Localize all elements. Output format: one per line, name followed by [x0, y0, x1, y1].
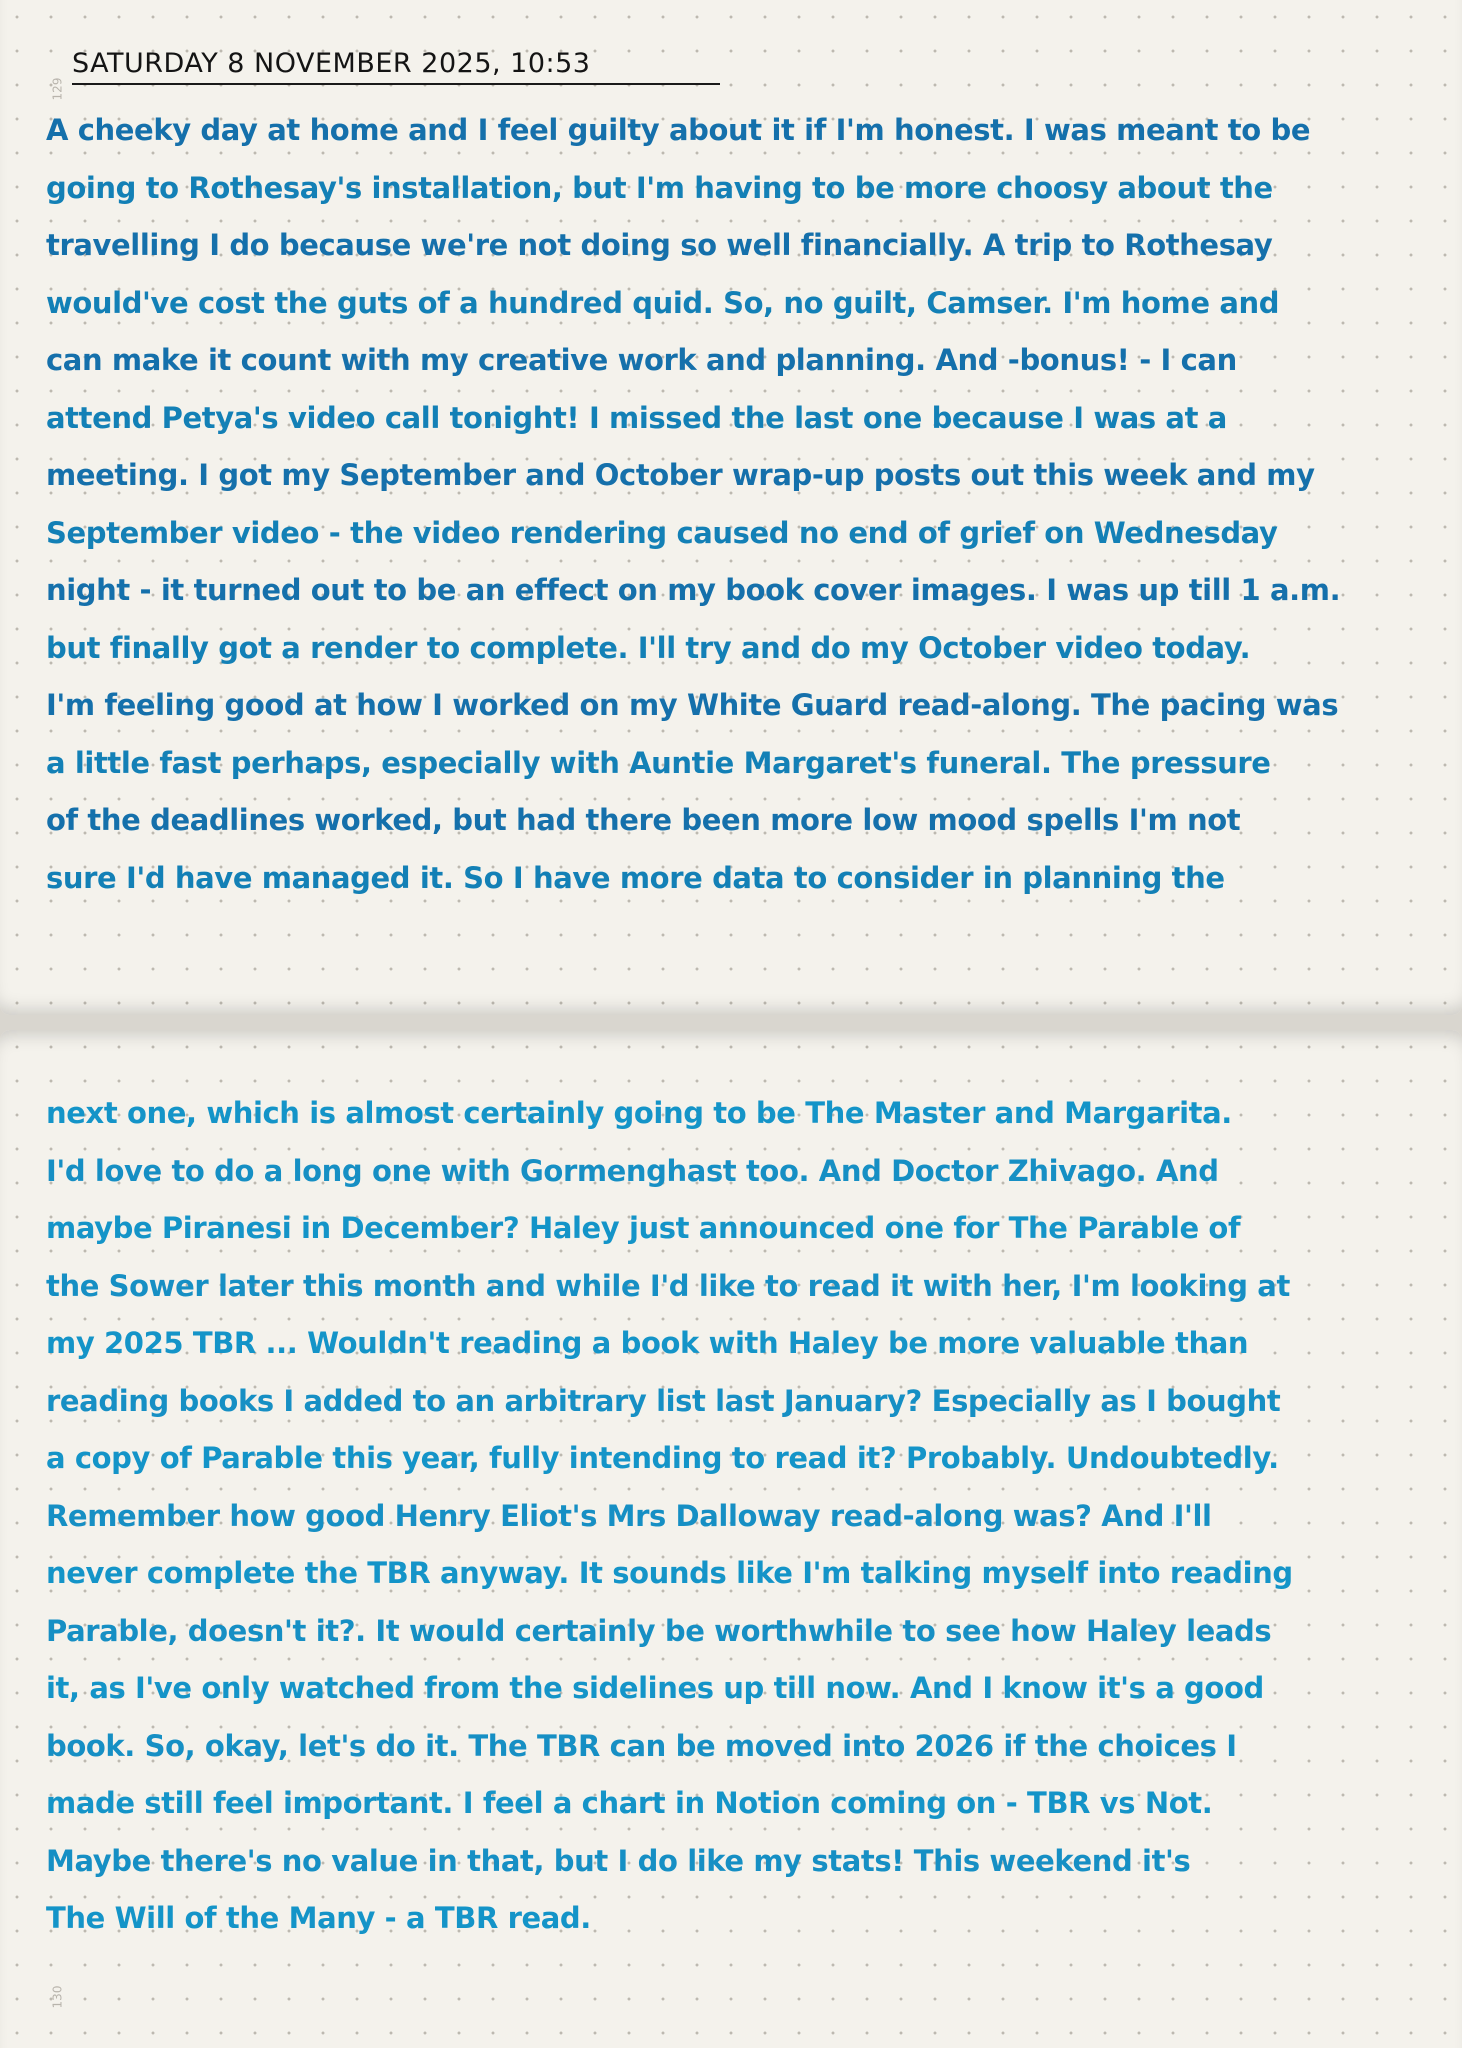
journal-page-top	[0, 0, 1462, 1015]
handwritten-line: going to Rothesay's installation, but I'm having to be more choosy about the	[46, 170, 1273, 205]
journal-text-top	[46, 102, 1432, 907]
handwritten-line: a copy of Parable this year, fully intending to read it? Probably. Undoubtedly.	[46, 1441, 1279, 1475]
handwritten-line: September video - the video rendering caused no end of grief on Wednesday	[46, 515, 1278, 550]
handwritten-line: I'd love to do a long one with Gormenghast too. And Doctor Zhivago. And	[46, 1153, 1219, 1188]
handwritten-line: Remember how good Henry Eliot's Mrs Dalloway read-along was? And I'll	[46, 1498, 1212, 1533]
handwritten-line: meeting. I got my September and October wrap-up posts out this week and my	[46, 458, 1315, 492]
handwritten-line: The Will of the Many - a TBR read.	[46, 1901, 591, 1935]
handwritten-line: book. So, okay, let's do it. The TBR can be moved into 2026 if the choices I	[46, 1728, 1237, 1763]
handwritten-line: attend Petya's video call tonight! I missed the last one because I was at a	[46, 400, 1227, 435]
handwritten-line: next one, which is almost certainly going to be The Master and Margarita.	[46, 1096, 1232, 1130]
handwritten-line: made still feel important. I feel a chart in Notion coming on - TBR vs Not.	[46, 1786, 1213, 1820]
page-number: 129	[50, 77, 65, 101]
page-number: 130	[50, 1985, 65, 2009]
journal-page-bottom	[0, 1030, 1462, 2048]
handwritten-line: the Sower later this month and while I'd like to read it with her, I'm looking at	[46, 1268, 1290, 1303]
handwritten-line: Parable, doesn't it?. It would certainly be worthwhile to see how Haley leads	[46, 1613, 1272, 1648]
handwritten-line: it, as I've only watched from the sidelines up till now. And I know it's a good	[46, 1671, 1264, 1705]
handwritten-line: A cheeky day at home and I feel guilty about it if I'm honest. I was meant to be	[46, 113, 1311, 147]
handwritten-line: but finally got a render to complete. I'll try and do my October video today.	[46, 630, 1251, 665]
handwritten-line: maybe Piranesi in December? Haley just announced one for The Parable of	[46, 1211, 1241, 1245]
handwritten-line: Maybe there's no value in that, but I do like my stats! This weekend it's	[46, 1843, 1191, 1878]
handwritten-line: of the deadlines worked, but had there been more low mood spells I'm not	[46, 803, 1241, 837]
handwritten-line: can make it count with my creative work and planning. And -bonus! - I can	[46, 343, 1237, 377]
handwritten-line: night - it turned out to be an effect on my book cover images. I was up till 1 a.m.	[46, 573, 1341, 607]
handwritten-line: travelling I do because we're not doing so well financially. A trip to Rothesay	[46, 228, 1273, 262]
handwritten-line: a little fast perhaps, especially with Auntie Margaret's funeral. The pressure	[46, 745, 1271, 780]
handwritten-line: my 2025 TBR ... Wouldn't reading a book with Haley be more valuable than	[46, 1326, 1249, 1360]
handwritten-line: reading books I added to an arbitrary list last January? Especially as I bought	[46, 1383, 1281, 1418]
handwritten-line: I'm feeling good at how I worked on my White Guard read-along. The pacing was	[46, 688, 1339, 722]
handwritten-line: sure I'd have managed it. So I have more data to consider in planning the	[46, 860, 1225, 895]
journal-text-bottom	[46, 1085, 1432, 1948]
entry-date-heading: SATURDAY 8 NOVEMBER 2025, 10:53	[72, 48, 720, 85]
handwritten-line: never complete the TBR anyway. It sounds like I'm talking myself into reading	[46, 1556, 1293, 1590]
handwritten-line: would've cost the guts of a hundred quid. So, no guilt, Camser. I'm home and	[46, 285, 1280, 320]
